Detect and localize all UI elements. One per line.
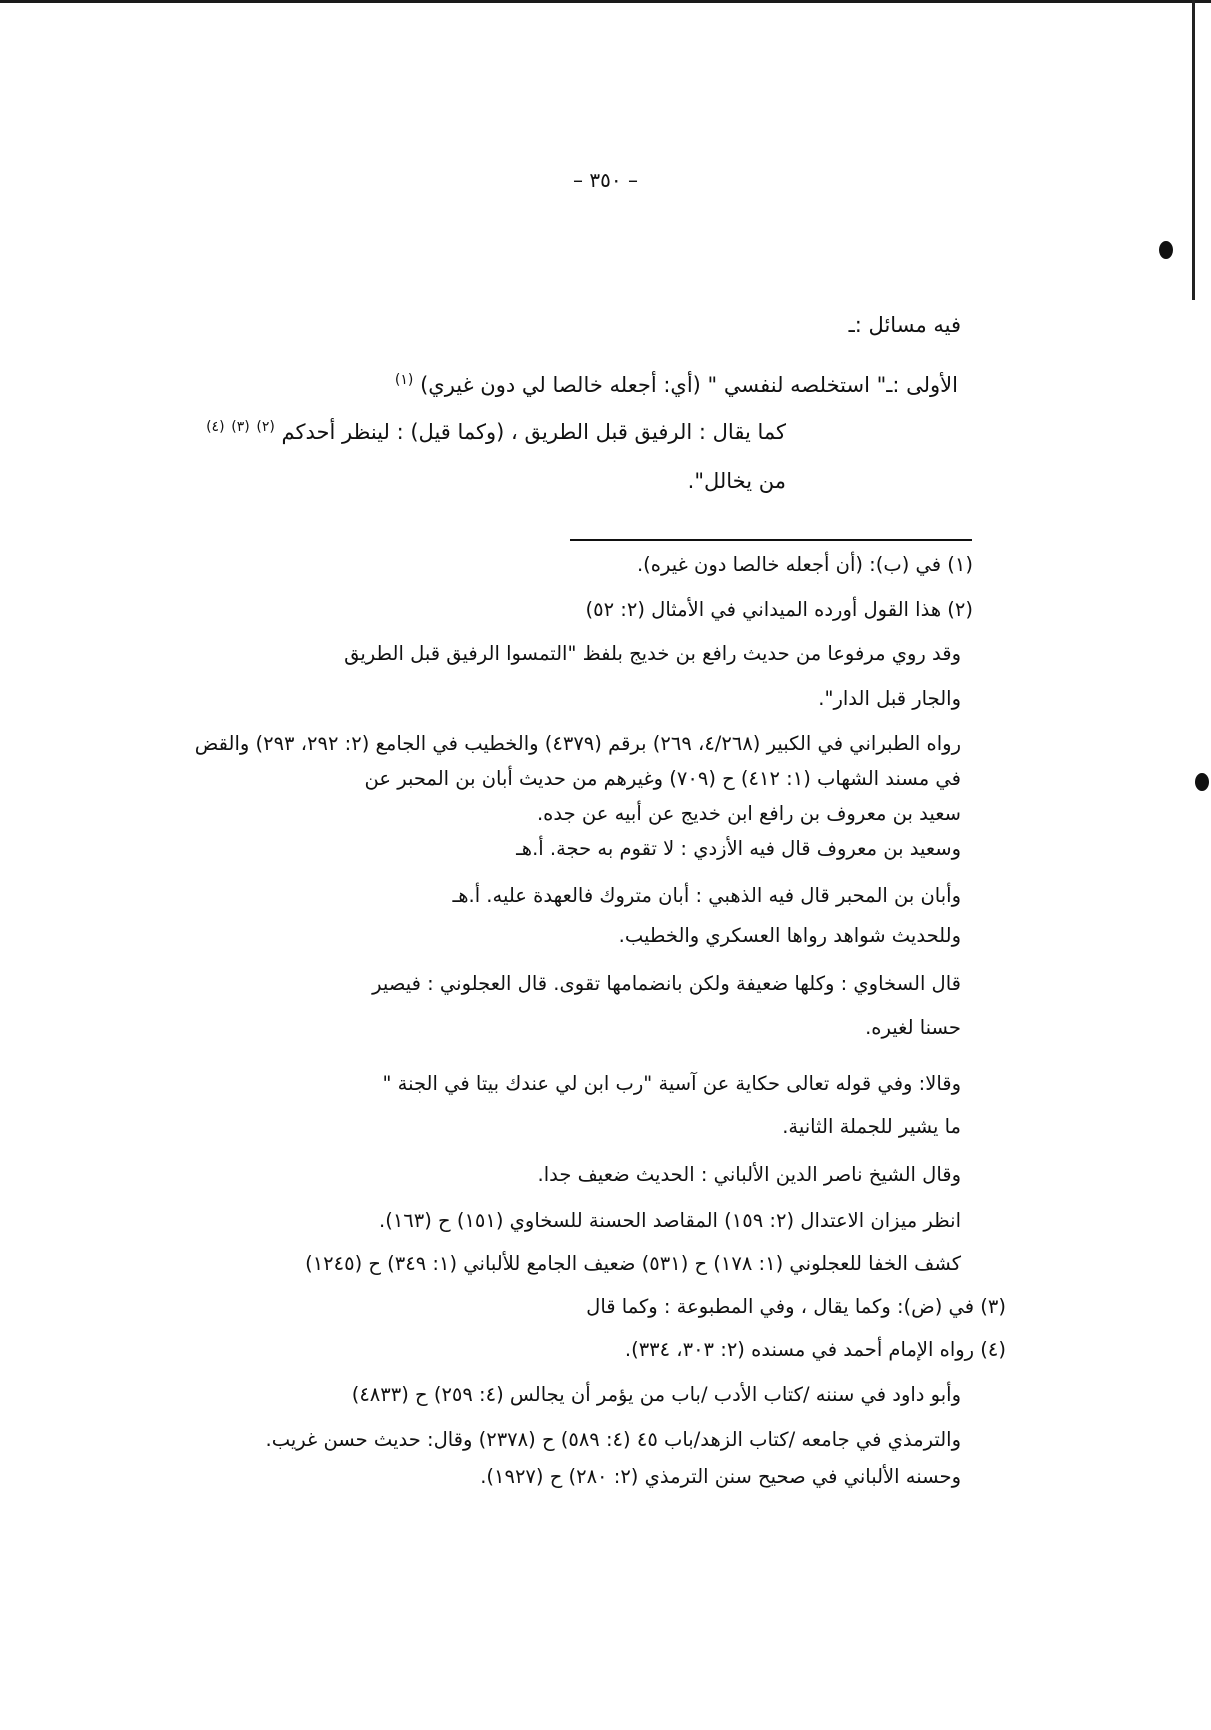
footnote-2-line: وقد روي مرفوعا من حديث رافع بن خديج بلفظ "التمسوا الرفيق قبل الطريق [344, 642, 961, 665]
footnote-ref-2: (٢) [256, 419, 275, 435]
page-number: – ٣٥٠ – [573, 168, 638, 192]
main-line-2-text: كما يقال : الرفيق قبل الطريق ، (وكما قيل) : لينظر أحدكم [281, 420, 786, 444]
footnote-2-line: كشف الخفا للعجلوني (١: ١٧٨) ح (٥٣١) ضعيف الجامع للألباني (١: ٣٤٩) ح (١٢٤٥) [305, 1252, 961, 1275]
footnote-4-line: وأبو داود في سننه /كتاب الأدب /باب من يؤمر أن يجالس (٤: ٢٥٩) ح (٤٨٣٣) [351, 1383, 961, 1406]
footnote-4-line: والترمذي في جامعه /كتاب الزهد/باب ٤٥ (٤: ٥٨٩) ح (٢٣٧٨) وقال: حديث حسن غريب. [265, 1428, 961, 1451]
main-line-1-text: الأولى :ـ" استخلصه لنفسي " (أي: أجعله خالصا لي دون غيري) [420, 373, 958, 397]
footnote-3: (٣) في (ض): وكما يقال ، وفي المطبوعة : وكما قال [586, 1295, 1006, 1318]
punch-hole-upper [1159, 241, 1173, 259]
footnote-2-line: والجار قبل الدار". [818, 687, 961, 710]
main-line-2 [0, 419, 786, 444]
main-line-3: من يخالل". [687, 469, 786, 493]
footnote-2-line: رواه الطبراني في الكبير (٤/٢٦٨، ٢٦٩) برقم (٤٣٧٩) والخطيب في الجامع (٢: ٢٩٢، ٢٩٣) والقض [194, 732, 961, 755]
footnote-2-line: سعيد بن معروف بن رافع ابن خديج عن أبيه عن جده. [536, 802, 961, 825]
main-line-1 [138, 372, 958, 397]
section-heading: فيه مسائل :ـ [848, 313, 961, 337]
footnote-2-line: وسعيد بن معروف قال فيه الأزدي : لا تقوم به حجة. أ.هـ [516, 837, 961, 860]
footnote-ref-3: (٣) [231, 419, 250, 435]
footnote-2-line: ما يشير للجملة الثانية. [782, 1115, 961, 1138]
footnote-2-line: انظر ميزان الاعتدال (٢: ١٥٩) المقاصد الحسنة للسخاوي (١٥١) ح (١٦٣). [379, 1209, 961, 1232]
footnote-2-line: وللحديث شواهد رواها العسكري والخطيب. [618, 924, 961, 947]
footnote-2-line: حسنا لغيره. [865, 1016, 961, 1039]
scan-top-edge [0, 0, 1211, 22]
footnote-ref-4: (٤) [206, 419, 225, 435]
footnote-separator [570, 539, 972, 541]
footnote-2-line: وقال الشيخ ناصر الدين الألباني : الحديث ضعيف جدا. [537, 1163, 961, 1186]
footnote-2-line: في مسند الشهاب (١: ٤١٢) ح (٧٠٩) وغيرهم من حديث أبان بن المحبر عن [364, 767, 961, 790]
footnote-2-line: وقالا: وفي قوله تعالى حكاية عن آسية "رب ابن لي عندك بيتا في الجنة " [382, 1072, 961, 1095]
footnote-2-line: قال السخاوي : وكلها ضعيفة ولكن بانضمامها تقوى. قال العجلوني : فيصير [372, 972, 961, 995]
footnote-2: (٢) هذا القول أورده الميداني في الأمثال (٢: ٥٢) [585, 598, 973, 621]
footnote-2-line: وأبان بن المحبر قال فيه الذهبي : أبان متروك فالعهدة عليه. أ.هـ [452, 884, 961, 907]
punch-hole-lower [1195, 773, 1209, 791]
footnote-ref-1: (١) [394, 372, 414, 388]
footnote-1: (١) في (ب): (أن أجعله خالصا دون غيره). [636, 553, 973, 576]
scan-right-edge [1192, 0, 1195, 300]
footnote-4: (٤) رواه الإمام أحمد في مسنده (٢: ٣٠٣، ٣٣٤). [624, 1338, 1006, 1361]
footnote-4-line: وحسنه الألباني في صحيح سنن الترمذي (٢: ٢٨٠) ح (١٩٢٧). [480, 1465, 961, 1488]
